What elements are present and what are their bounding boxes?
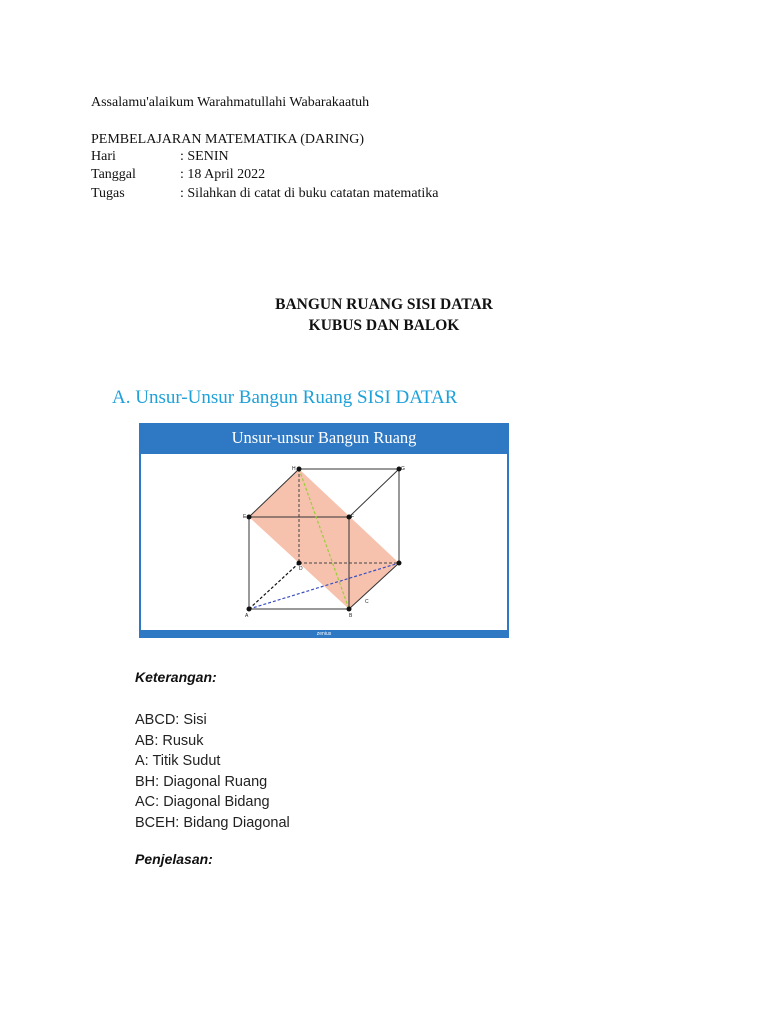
figure-title: Unsur-unsur Bangun Ruang: [231, 428, 417, 447]
list-item: BH: Diagonal Ruang: [135, 773, 268, 790]
list-item: BCEH: Bidang Diagonal: [135, 814, 290, 831]
vertex-label-b: B: [349, 613, 353, 619]
title-line-2: KUBUS DAN BALOK: [308, 317, 460, 334]
list-item: AC: Diagonal Bidang: [135, 794, 270, 810]
figure-panel: [141, 454, 507, 630]
greeting-text: Assalamu'alaikum Warahmatullahi Wabarakaatuh: [91, 95, 370, 110]
hidden-edge: [249, 563, 299, 609]
vertex-label-c: C: [365, 599, 369, 605]
info-row-hari: [91, 147, 229, 167]
page-title: [0, 294, 768, 336]
penjelasan-heading: Penjelasan:: [135, 851, 213, 867]
info-value: : Silahkan di catat di buku catatan matematika: [180, 186, 439, 201]
info-label: Hari: [91, 149, 116, 164]
keterangan-list: [135, 710, 290, 833]
info-row-tanggal: [91, 165, 265, 185]
section-heading: A. Unsur-Unsur Bangun Ruang SISI DATAR: [112, 387, 458, 408]
vertex-label-g: G: [401, 466, 405, 472]
vertex-label-a: A: [245, 613, 249, 619]
cube-diagram: [141, 454, 507, 630]
info-value: : 18 April 2022: [180, 167, 266, 182]
keterangan-heading: Keterangan:: [135, 669, 217, 685]
zenius-logo: zenius: [316, 631, 332, 637]
list-item: A: Titik Sudut: [135, 753, 221, 769]
course-title: PEMBELAJARAN MATEMATIKA (DARING): [91, 132, 364, 147]
title-line-1: BANGUN RUANG SISI DATAR: [275, 296, 493, 313]
list-item: AB: Rusuk: [135, 732, 204, 749]
cube-elements-figure: [139, 423, 509, 638]
info-label: Tanggal: [91, 167, 136, 182]
info-row-tugas: [91, 184, 439, 204]
info-label: Tugas: [91, 186, 125, 201]
info-value: : SENIN: [180, 149, 229, 164]
vertex-label-f: F: [351, 514, 355, 520]
vertex-label-d: D: [299, 566, 303, 572]
vertex-label-h: H: [292, 466, 296, 472]
list-item: ABCD: Sisi: [135, 712, 207, 728]
vertex-label-e: E: [243, 514, 247, 520]
